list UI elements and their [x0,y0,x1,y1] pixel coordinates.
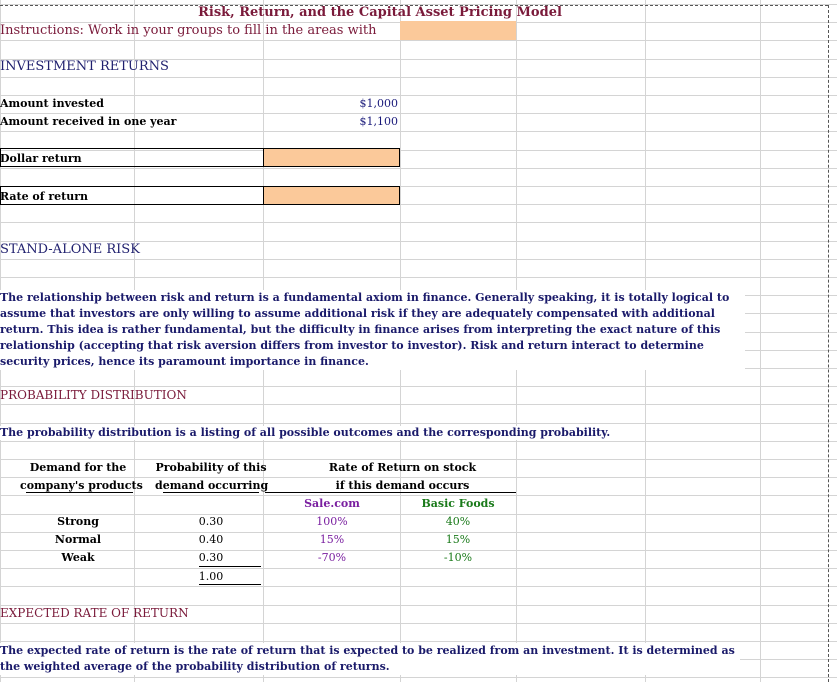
row-demand-normal: Normal [54,533,102,546]
amount-invested-value[interactable]: $1,000 [359,97,398,110]
legend-fill-cell [400,21,516,40]
col-rate-underline [265,492,516,493]
col-probability-header-2: demand occurring [155,479,269,492]
stock-sale-com-header: Sale.com [304,497,360,510]
col-demand-underline [26,492,133,493]
amount-invested-label: Amount invested [0,97,104,110]
prob-total-bottom-line [199,584,261,585]
row-demand-strong: Strong [57,515,99,528]
row-prob-strong[interactable]: 0.30 [198,515,224,528]
probability-distribution-description: The probability distribution is a listing of all possible outcomes and the corresponding probability. [0,426,611,439]
row-sale-weak[interactable]: -70% [317,551,347,564]
stand-alone-risk-heading: STAND-ALONE RISK [0,242,140,257]
col-probability-header-1: Probability of this [155,461,267,474]
sheet-title: Risk, Return, and the Capital Asset Pricing Model [198,5,562,20]
rate-of-return-label: Rate of return [0,190,88,203]
col-rate-header-2: if this demand occurs [335,479,470,492]
stand-alone-risk-paragraph: The relationship between risk and return is a fundamental axiom in finance. Generally speaking, it is totally logical to assume that investors are only willing to assume additional risk if they are adequately compensated with additional return. This idea is rather fundamental, but the difficulty in finance arises from interpreting the exact nature of this relationship (accepting that risk aversion differs from investor to investor). Risk and return interact to determine security prices, hence its paramount importance in finance. [0,290,745,370]
print-area-right-border [828,5,829,682]
row-basic-strong[interactable]: 40% [445,515,471,528]
dollar-return-label: Dollar return [0,152,82,165]
col-demand-header-1: Demand for the [29,461,127,474]
expected-rate-paragraph: The expected rate of return is the rate of return that is expected to be realized from an investment. It is determined as the weighted average of the probability distribution of returns. [0,643,740,675]
amount-received-value[interactable]: $1,100 [359,115,398,128]
dollar-return-input[interactable] [263,148,400,167]
row-demand-weak: Weak [61,551,95,564]
rate-of-return-input[interactable] [263,186,400,205]
row-prob-normal[interactable]: 0.40 [198,533,224,546]
row-sale-strong[interactable]: 100% [316,515,348,528]
row-basic-weak[interactable]: -10% [443,551,473,564]
row-basic-normal[interactable]: 15% [445,533,471,546]
col-rate-header-1: Rate of Return on stock [328,461,477,474]
probability-distribution-heading: PROBABILITY DISTRIBUTION [0,388,187,402]
amount-received-label: Amount received in one year [0,115,177,128]
col-probability-underline [163,492,259,493]
row-sale-normal[interactable]: 15% [319,533,345,546]
stock-basic-foods-header: Basic Foods [421,497,495,510]
col-demand-header-2: company's products [20,479,143,492]
expected-rate-heading: EXPECTED RATE OF RETURN [0,606,189,620]
investment-returns-heading: INVESTMENT RETURNS [0,59,169,74]
row-prob-weak[interactable]: 0.30 [198,551,224,564]
prob-total[interactable]: 1.00 [198,570,224,583]
prob-total-top-line [199,566,261,567]
instructions-text: Instructions: Work in your groups to fill in the areas with [0,23,377,38]
